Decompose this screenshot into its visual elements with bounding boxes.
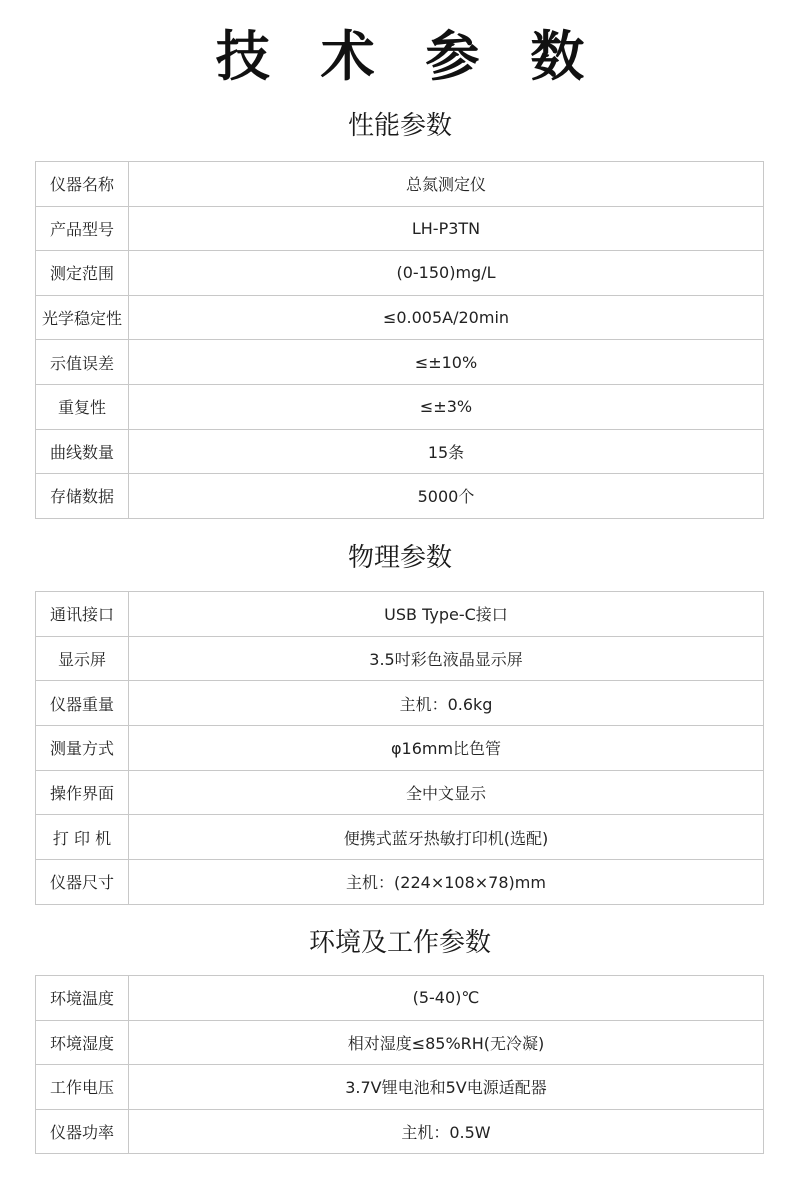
row-label: 通讯接口 bbox=[36, 592, 129, 637]
row-value: ≤±10% bbox=[129, 340, 764, 385]
table-row bbox=[36, 384, 764, 429]
row-value: 全中文显示 bbox=[129, 770, 764, 815]
row-label: 环境温度 bbox=[36, 976, 129, 1021]
table-row bbox=[36, 815, 764, 860]
row-label: 曲线数量 bbox=[36, 429, 129, 474]
row-value: φ16mm比色管 bbox=[129, 726, 764, 771]
row-label: 产品型号 bbox=[36, 206, 129, 251]
row-label: 仪器尺寸 bbox=[36, 860, 129, 905]
page-title: 技 术 参 数 bbox=[215, 25, 601, 88]
section-title-physical: 物理参数 bbox=[347, 543, 452, 573]
physical-spec-table bbox=[35, 591, 764, 905]
row-label: 工作电压 bbox=[36, 1065, 129, 1110]
row-label: 环境湿度 bbox=[36, 1020, 129, 1065]
row-label: 显示屏 bbox=[36, 636, 129, 681]
table-row bbox=[36, 860, 764, 905]
row-label: 操作界面 bbox=[36, 770, 129, 815]
table-row bbox=[36, 251, 764, 296]
row-value: 便携式蓝牙热敏打印机(选配) bbox=[129, 815, 764, 860]
row-label: 测定范围 bbox=[36, 251, 129, 296]
table-row bbox=[36, 429, 764, 474]
row-value: ≤0.005A/20min bbox=[129, 295, 764, 340]
table-row bbox=[36, 1065, 764, 1110]
row-label: 存储数据 bbox=[36, 474, 129, 519]
table-row bbox=[36, 770, 764, 815]
row-label: 仪器重量 bbox=[36, 681, 129, 726]
row-value: (5-40)℃ bbox=[129, 976, 764, 1021]
section-title-performance: 性能参数 bbox=[347, 111, 452, 141]
row-label: 测量方式 bbox=[36, 726, 129, 771]
row-value: 15条 bbox=[129, 429, 764, 474]
row-label: 仪器名称 bbox=[36, 162, 129, 207]
row-value: 总氮测定仪 bbox=[129, 162, 764, 207]
table-row bbox=[36, 592, 764, 637]
environment-spec-table bbox=[35, 975, 764, 1154]
section-title-environment: 环境及工作参数 bbox=[308, 928, 491, 958]
row-value: 主机：0.5W bbox=[129, 1109, 764, 1154]
row-label: 示值误差 bbox=[36, 340, 129, 385]
table-row bbox=[36, 681, 764, 726]
row-label: 重复性 bbox=[36, 384, 129, 429]
row-value: ≤±3% bbox=[129, 384, 764, 429]
table-row bbox=[36, 636, 764, 681]
row-value: 5000个 bbox=[129, 474, 764, 519]
row-value: 3.7V锂电池和5V电源适配器 bbox=[129, 1065, 764, 1110]
performance-spec-table bbox=[35, 161, 764, 519]
table-row bbox=[36, 976, 764, 1021]
row-value: 相对湿度≤85%RH(无冷凝) bbox=[129, 1020, 764, 1065]
table-row bbox=[36, 474, 764, 519]
table-row bbox=[36, 1109, 764, 1154]
row-label: 打 印 机 bbox=[36, 815, 129, 860]
table-row bbox=[36, 1020, 764, 1065]
row-value: (0-150)mg/L bbox=[129, 251, 764, 296]
row-label: 光学稳定性 bbox=[36, 295, 129, 340]
row-value: 主机：0.6kg bbox=[129, 681, 764, 726]
row-value: USB Type-C接口 bbox=[129, 592, 764, 637]
table-row bbox=[36, 726, 764, 771]
row-label: 仪器功率 bbox=[36, 1109, 129, 1154]
table-row bbox=[36, 295, 764, 340]
table-row bbox=[36, 340, 764, 385]
row-value: 3.5吋彩色液晶显示屏 bbox=[129, 636, 764, 681]
table-row bbox=[36, 206, 764, 251]
row-value: LH-P3TN bbox=[129, 206, 764, 251]
table-row bbox=[36, 162, 764, 207]
row-value: 主机：(224×108×78)mm bbox=[129, 860, 764, 905]
